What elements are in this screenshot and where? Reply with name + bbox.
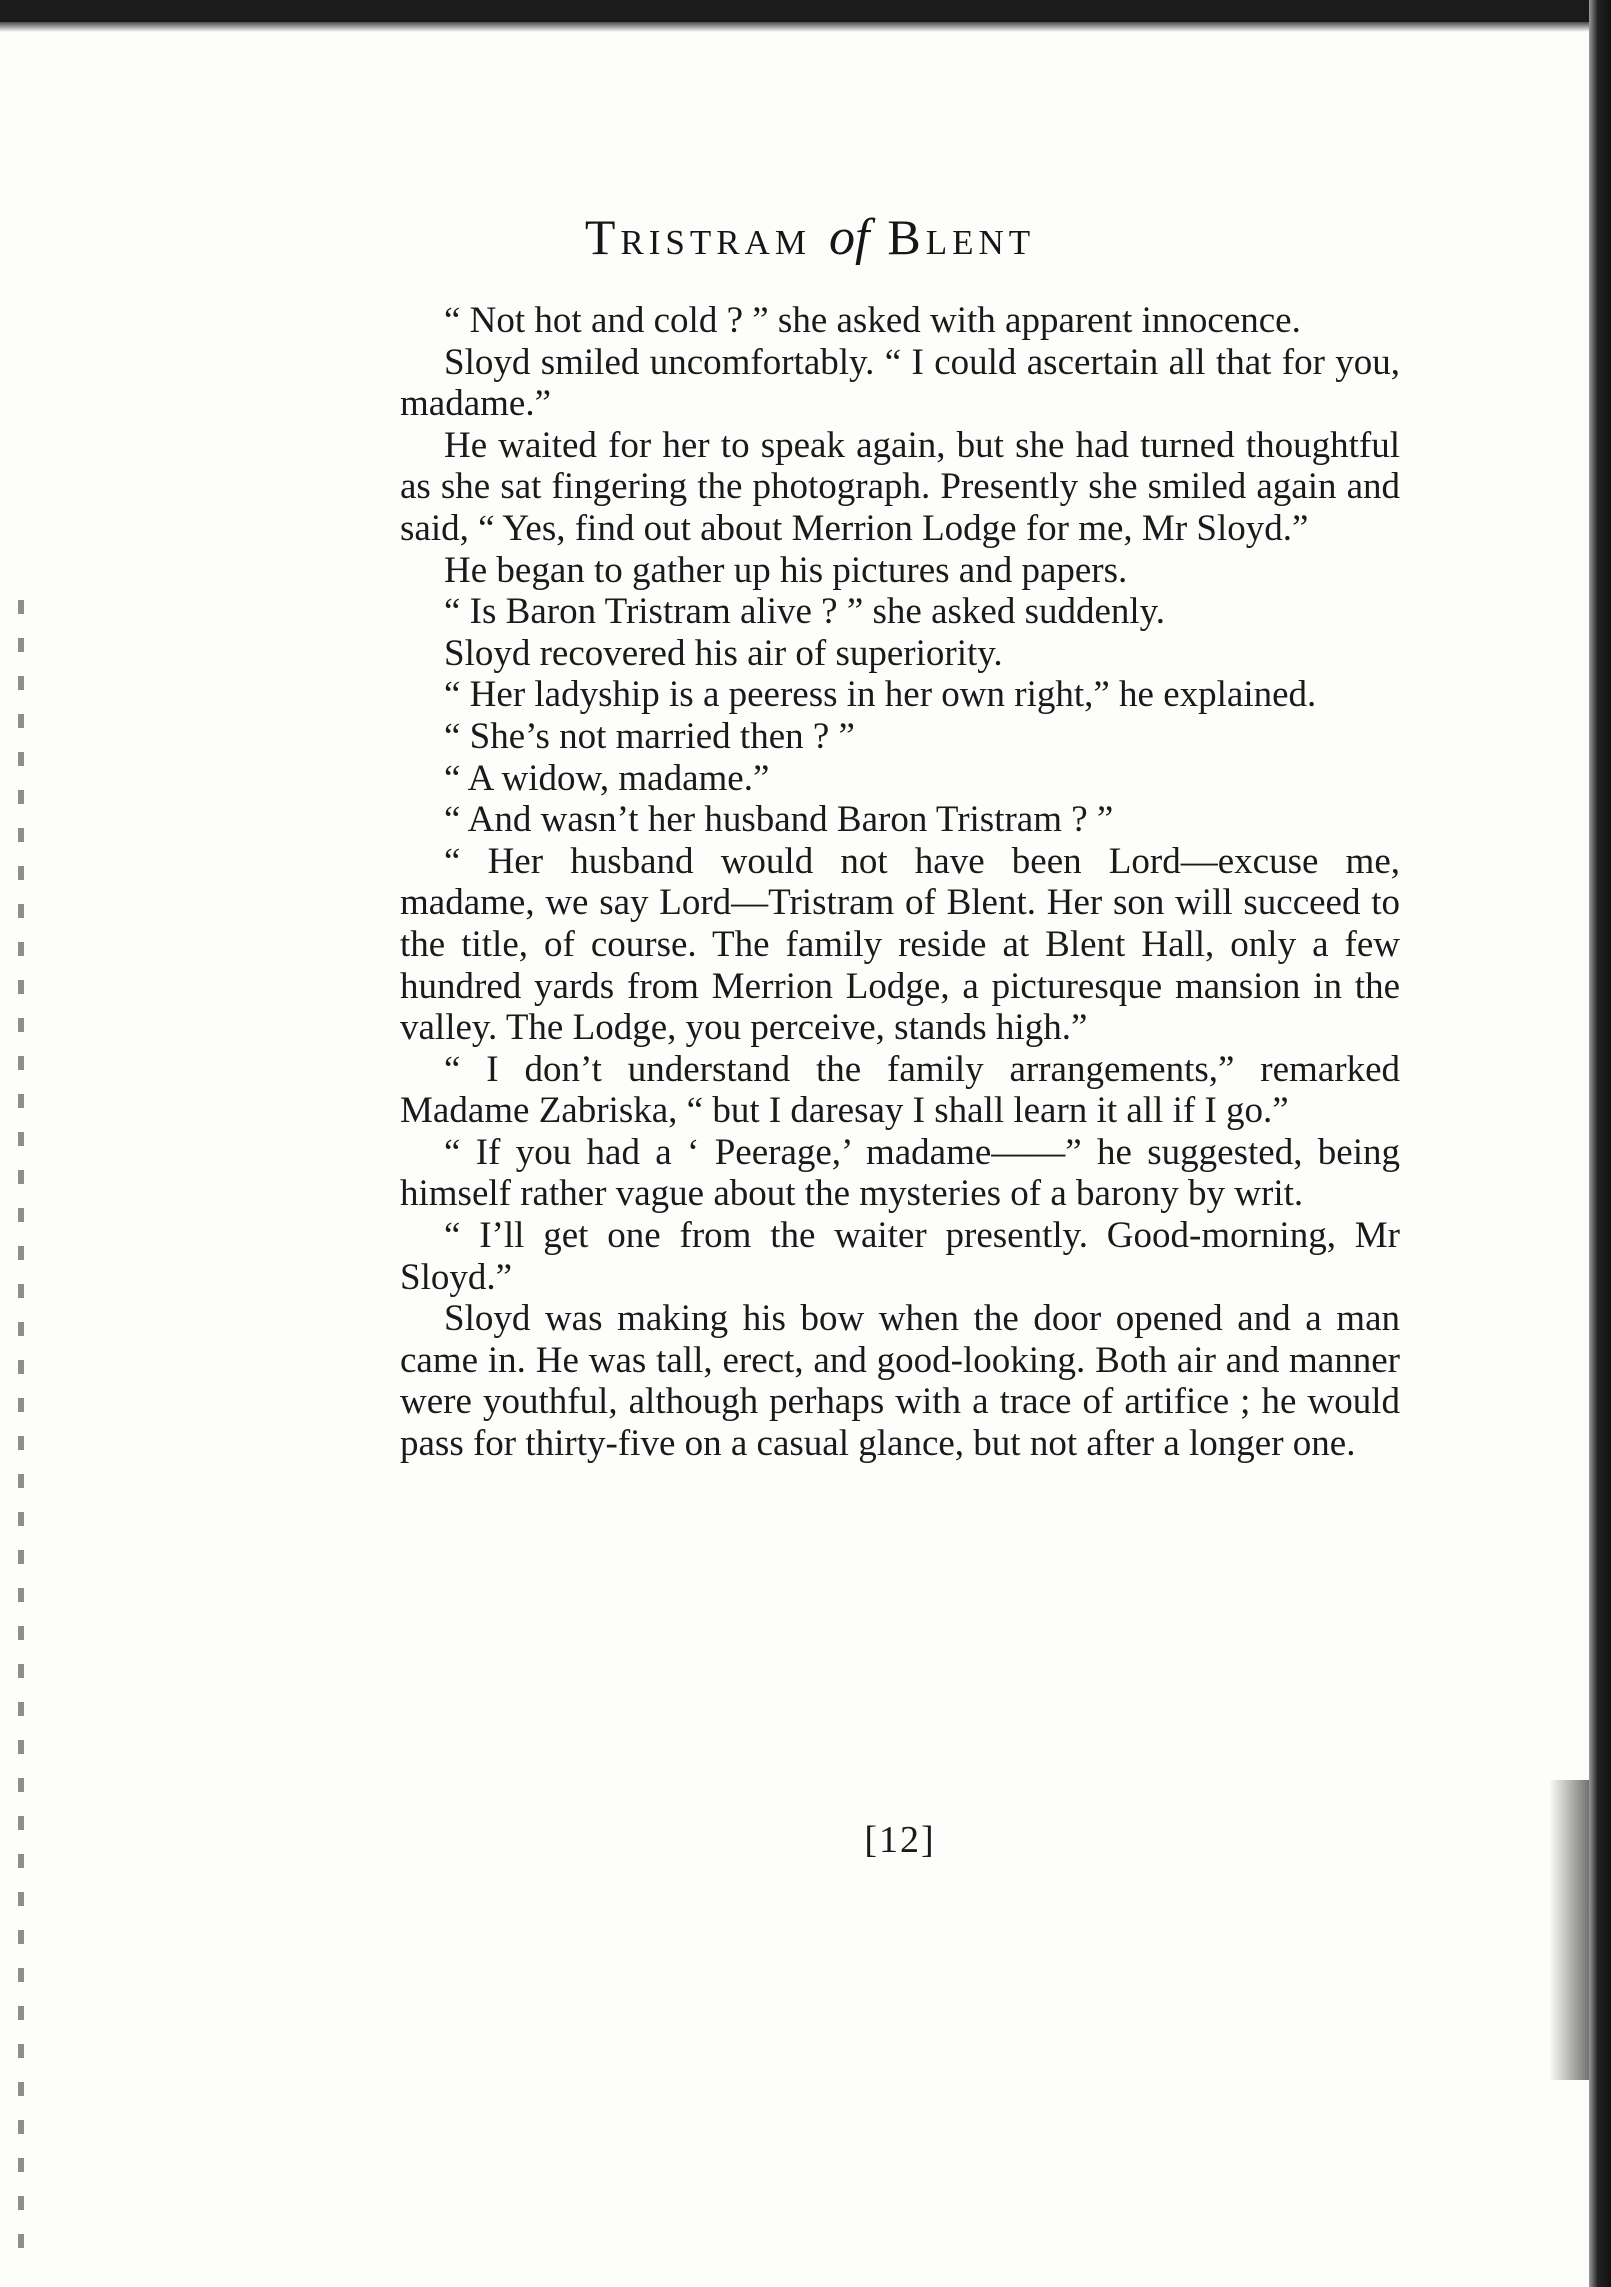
paragraph: “ I’ll get one from the waiter presently. Good-morning, Mr Sloyd.” <box>400 1215 1400 1298</box>
scan-top-edge <box>0 0 1611 22</box>
paragraph: “ Is Baron Tristram alive ? ” she asked suddenly. <box>444 591 1166 633</box>
scan-left-binding-marks <box>18 600 24 2250</box>
paragraph: “ Her husband would not have been Lord—excuse me, madame, we say Lord—Tristram of Blent. Her son will succeed to the title, of course. The family reside at Blent Hall, only a few hundred yards from Merrion Lodge, a picturesque mansion in the valley. The Lodge, you perceive, stands high.” <box>400 840 1400 1049</box>
paragraph: “ If you had a ‘ Peerage,’ madame——” he suggested, being himself rather vague about the mysteries of a barony by writ. <box>400 1131 1400 1215</box>
paragraph: He waited for her to speak again, but she had turned thoughtful as she sat fingering the photograph. Presently she smiled again and said, “ Yes, find out about Merrion Lodge for me, Mr Sloyd.” <box>400 424 1400 549</box>
scan-right-shadow <box>1549 1780 1589 2080</box>
paragraph: He began to gather up his pictures and papers. <box>444 549 1128 591</box>
paragraph: Sloyd was making his bow when the door opened and a man came in. He was tall, erect, and good-looking. Both air and manner were youthful, although perhaps with a trace of artifice ; he would pass for thirty-five on a casual glance, but not after a longer one. <box>400 1298 1400 1465</box>
paragraph: Sloyd recovered his air of superiority. <box>444 632 1003 674</box>
scan-top-shadow <box>0 22 1611 32</box>
running-head-title: Tristram <box>584 209 811 265</box>
running-head <box>400 208 1220 267</box>
paragraph: Sloyd smiled uncomfortably. “ I could ascertain all that for you, madame.” <box>400 341 1400 425</box>
paragraph: “ She’s not married then ? ” <box>444 715 855 757</box>
paragraph: “ And wasn’t her husband Baron Tristram ? ” <box>444 799 1114 841</box>
page-number: [12] <box>864 1819 936 1861</box>
body-text <box>400 300 1400 1465</box>
paragraph: “ A widow, madame.” <box>444 757 770 799</box>
paragraph: “ I don’t understand the family arrangements,” remarked Madame Zabriska, “ but I daresay I shall learn it all if I go.” <box>400 1048 1400 1132</box>
scan-right-edge <box>1589 0 1611 2287</box>
paragraph: “ Her ladyship is a peeress in her own right,” he explained. <box>444 674 1317 716</box>
running-head-connector: of <box>828 209 870 266</box>
running-head-title-end: Blent <box>887 209 1036 265</box>
paragraph: “ Not hot and cold ? ” she asked with apparent innocence. <box>444 300 1301 341</box>
